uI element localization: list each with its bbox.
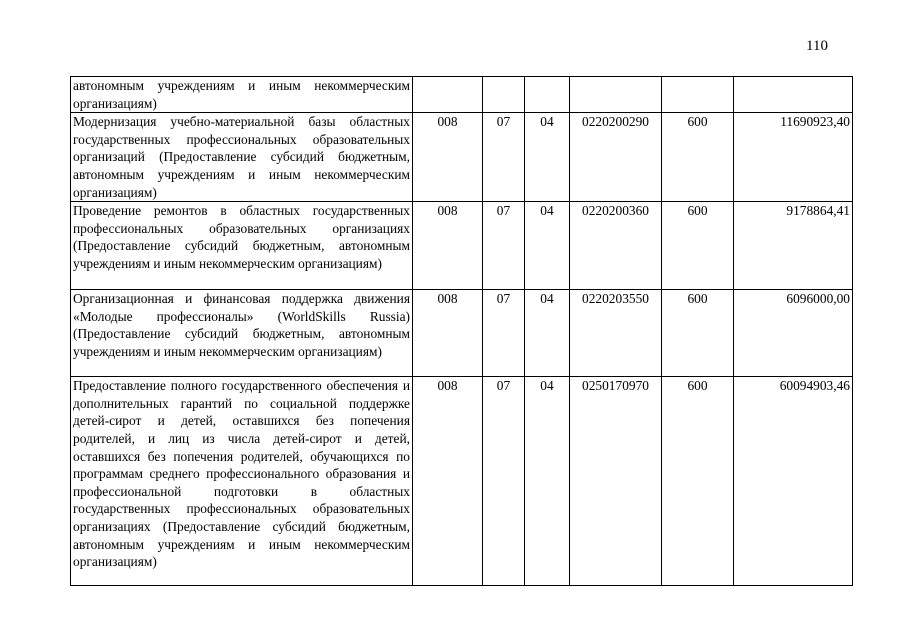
section-code: 07	[483, 202, 525, 290]
amount-value: 11690923,40	[734, 113, 853, 202]
amount-value: 6096000,00	[734, 290, 853, 377]
ministry-code: 008	[413, 202, 483, 290]
row-description: Модернизация учебно-материальной базы областных государственных профессиональных образовательных организаций (Предоставление субсидий бюджетным, автономным учреждениям и иным некоммерческим организациям)	[71, 113, 413, 202]
amount-value: 9178864,41	[734, 202, 853, 290]
target-article-code: 0250170970	[570, 377, 662, 586]
subsection-code: 04	[525, 113, 570, 202]
page-number: 110	[806, 38, 828, 54]
section-code	[483, 77, 525, 113]
expense-type-code: 600	[662, 377, 734, 586]
section-code: 07	[483, 377, 525, 586]
ministry-code: 008	[413, 113, 483, 202]
expense-type-code: 600	[662, 202, 734, 290]
subsection-code: 04	[525, 290, 570, 377]
row-description: Проведение ремонтов в областных государственных профессиональных образовательных организациях (Предоставление субсидий бюджетным, автономным учреждениям и иным некоммерческим организациям)	[71, 202, 413, 290]
subsection-code: 04	[525, 377, 570, 586]
table-row	[71, 202, 853, 290]
section-code: 07	[483, 113, 525, 202]
row-description: автономным учреждениям и иным некоммерческим организациям)	[71, 77, 413, 113]
target-article-code	[570, 77, 662, 113]
ministry-code: 008	[413, 290, 483, 377]
expense-type-code: 600	[662, 290, 734, 377]
ministry-code	[413, 77, 483, 113]
target-article-code: 0220200290	[570, 113, 662, 202]
row-description: Предоставление полного государственного обеспечения и дополнительных гарантий по социальной поддержке детей-сирот и детей, оставшихся без попечения родителей, и лиц из числа детей-сирот и детей, оставшихся без попечения родителей, обучающихся по программам среднего профессионального образования и профессиональной подготовки в областных государственных профессиональных образовательных организациях (Предоставление субсидий бюджетным, автономным учреждениям и иным некоммерческим организациям)	[71, 377, 413, 586]
ministry-code: 008	[413, 377, 483, 586]
budget-table	[70, 76, 853, 586]
target-article-code: 0220200360	[570, 202, 662, 290]
amount-value	[734, 77, 853, 113]
target-article-code: 0220203550	[570, 290, 662, 377]
row-description: Организационная и финансовая поддержка движения «Молодые профессионалы» (WorldSkills Russia) (Предоставление субсидий бюджетным, автономным учреждениям и иным некоммерческим организациям)	[71, 290, 413, 377]
amount-value: 60094903,46	[734, 377, 853, 586]
subsection-code: 04	[525, 202, 570, 290]
table-row	[71, 377, 853, 586]
expense-type-code: 600	[662, 113, 734, 202]
subsection-code	[525, 77, 570, 113]
table-row	[71, 113, 853, 202]
section-code: 07	[483, 290, 525, 377]
expense-type-code	[662, 77, 734, 113]
table-row	[71, 77, 853, 113]
table-row	[71, 290, 853, 377]
